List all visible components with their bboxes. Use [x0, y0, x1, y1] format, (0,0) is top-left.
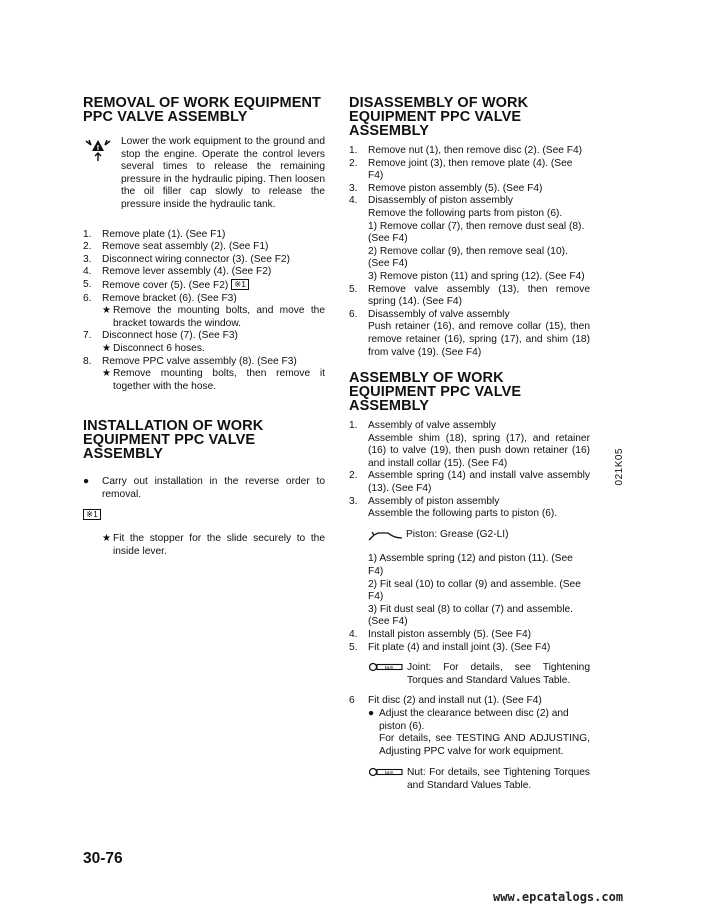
figure-code: 021K05 — [614, 448, 625, 486]
installation-bullet: ● Carry out installation in the reverse order to removal. — [83, 476, 325, 500]
list-item: 5. Remove cover (5). (See F2) ※1 — [83, 279, 325, 293]
list-item: 2. Assemble spring (14) and install valve assembly (13). (See F4) — [349, 470, 590, 495]
list-item: 4. Install piston assembly (5). (See F4) — [349, 629, 532, 640]
torque-wrench-icon — [349, 767, 407, 782]
torque-note-joint: kgm Joint: For details, see Tightening Torques and Standard Values Table. — [349, 662, 590, 687]
grease-note: Piston: Grease (G2-LI) — [368, 529, 590, 546]
torque-wrench-icon — [349, 662, 407, 677]
svg-text:kgm: kgm — [384, 770, 394, 776]
star-icon: ★ — [102, 368, 112, 380]
warning-text: Lower the work equipment to the ground and stop the engine. Operate the control levers several times to release the remaining pressure in the hydraulic piping. Then loosen the oil filler cap slowly to release the pressure inside the hydraulic tank. — [121, 136, 325, 210]
torque-note-nut: kgm Nut: For details, see Tightening Torques and Standard Values Table. — [349, 767, 590, 792]
right-column — [349, 96, 590, 793]
list-item: 2. Remove joint (3), then remove plate (4). (See F4) — [349, 157, 573, 182]
star-icon: ★ — [102, 342, 112, 354]
star-icon: ★ — [102, 533, 112, 545]
assembly-steps — [349, 420, 590, 654]
removal-heading: REMOVAL OF WORK EQUIPMENT PPC VALVE ASSEMBLY — [83, 95, 321, 125]
svg-text:!: ! — [96, 144, 100, 152]
list-item: 7. Disconnect hose (7). (See F3) ★ Disconnect 6 hoses. — [83, 330, 238, 354]
list-item: 4. Remove lever assembly (4). (See F2) — [83, 266, 272, 278]
installation-note: ★ Fit the stopper for the slide securely to the inside lever. — [102, 533, 325, 557]
disassembly-steps — [349, 145, 590, 359]
page-number: 30-76 — [83, 850, 123, 867]
list-item: 6. Remove bracket (6). (See F3) ★ Remove the mounting bolts, and move the bracket towards the window. — [83, 292, 325, 329]
list-item: 3. Disconnect wiring connector (3). (See F2) — [83, 253, 290, 265]
warning-icon — [83, 136, 121, 212]
list-item: 6 Fit disc (2) and install nut (1). (See F4) ● Adjust the clearance between disc (2) and piston (6). For details, see TESTING AND ADJUSTING, Adjusting PPC valve for work equipment. — [349, 695, 590, 757]
disassembly-heading: DISASSEMBLY OF WORK EQUIPMENT PPC VALVE ASSEMBLY — [349, 95, 529, 139]
removal-steps — [83, 229, 325, 394]
list-item: 5. Fit plate (4) and install joint (3). (See F4) — [349, 641, 551, 653]
warning-block — [83, 136, 325, 212]
list-item: 1. Assembly of valve assembly Assemble shim (18), spring (17), and retainer (16) to valve (19), then push down retainer (16) and install collar (15). (See F4) — [349, 420, 590, 469]
assembly-heading: ASSEMBLY OF WORK EQUIPMENT PPC VALVE ASSEMBLY — [349, 370, 522, 415]
list-item: 3. Assembly of piston assembly Assemble the following parts to piston (6). Piston: Grease (G2-LI) 1) Assemble spring (12) and piston (11). (See F4) 2) Fit seal (10) to collar (9) and assemble. (See F4) 3) Fit dust seal (8) to collar (7) and assemble. (See F4) — [349, 496, 590, 629]
footer-url[interactable]: www.epcatalogs.com — [493, 890, 624, 904]
list-item: 8. Remove PPC valve assembly (8). (See F3) ★ Remove mounting bolts, then remove it together with the hose. — [83, 355, 325, 392]
list-item: 6. Disassembly of valve assembly Push retainer (16), and remove collar (15), then remove retainer (16), spring (17), and shim (18) from valve (19). (See F4) — [349, 308, 590, 358]
list-item: 4. Disassembly of piston assembly Remove the following parts from piston (6). 1) Remove collar (7), then remove dust seal (8). (See F4) 2) Remove collar (9), then remove seal (10). (See F4) 3) Remove piston (11) and spring (12). (See F4) — [349, 195, 585, 282]
left-column — [83, 96, 325, 558]
star-icon: ★ — [102, 305, 112, 317]
list-item: 1. Remove plate (1). (See F1) — [83, 228, 226, 240]
installation-heading: INSTALLATION OF WORK EQUIPMENT PPC VALVE ASSEMBLY — [83, 418, 264, 463]
note-ref-badge: ※1 — [83, 509, 101, 520]
list-item: 2. Remove seat assembly (2). (See F1) — [83, 241, 269, 253]
list-item: 5. Remove valve assembly (13), then remove spring (14). (See F4) — [349, 283, 590, 308]
grease-gun-icon — [368, 529, 406, 546]
note-ref-badge: ※1 — [231, 279, 249, 290]
list-item: 3. Remove piston assembly (5). (See F4) — [349, 182, 543, 194]
list-item: 1. Remove nut (1), then remove disc (2). (See F4) — [349, 145, 583, 156]
svg-text:kgm: kgm — [384, 665, 394, 671]
